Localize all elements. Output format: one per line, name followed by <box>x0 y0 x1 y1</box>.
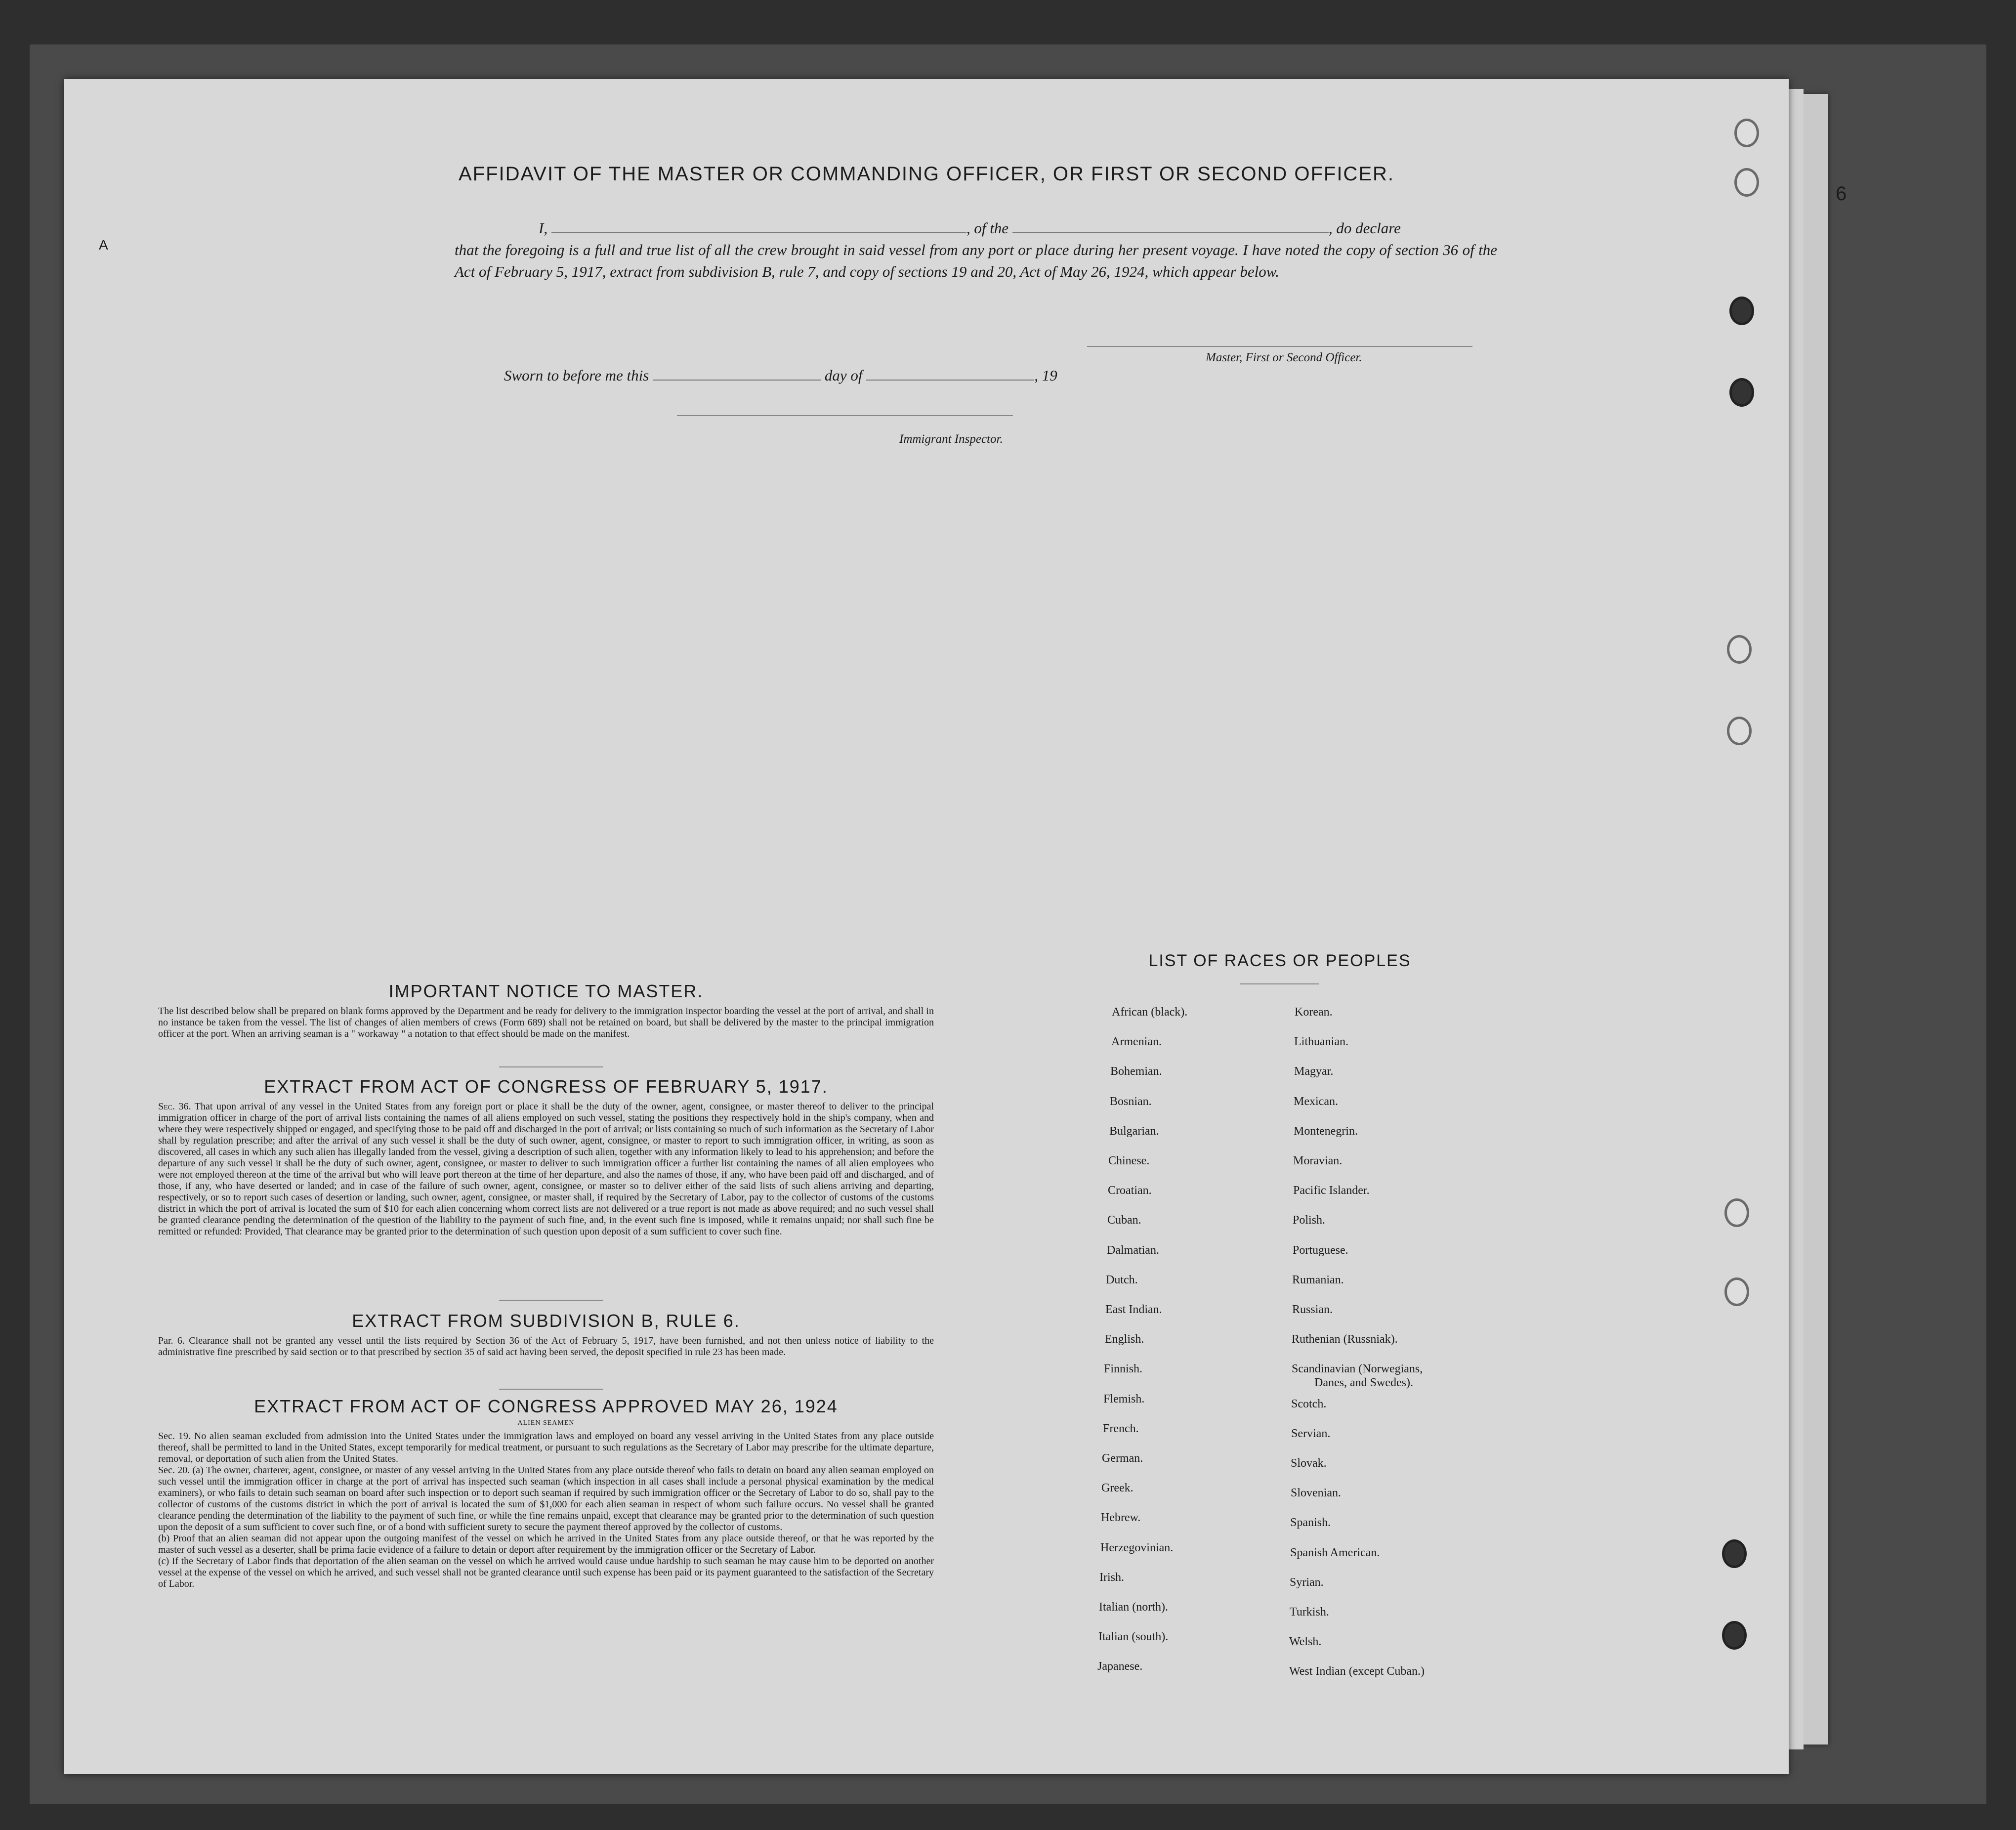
extract-1924-body <box>158 1431 934 1590</box>
divider <box>1240 983 1319 984</box>
punch-hole <box>1734 119 1759 147</box>
extract-1917-title: EXTRACT FROM ACT OF CONGRESS OF FEBRUARY 5, 1917. <box>264 1076 828 1097</box>
sworn-month-blank <box>866 366 1034 381</box>
divider <box>499 1389 603 1390</box>
sworn-year: , 19 <box>1034 367 1057 384</box>
race-item: Scandinavian (Norwegians, <box>1292 1362 1423 1376</box>
race-item: Bulgarian. <box>1109 1124 1159 1138</box>
race-item: Slovenian. <box>1291 1487 1341 1500</box>
extract-1917-body <box>158 1101 934 1237</box>
name-blank <box>551 218 966 233</box>
race-item: Scotch. <box>1291 1397 1327 1410</box>
race-item: Welsh. <box>1289 1635 1322 1649</box>
notice-body: The list described below shall be prepared on blank forms approved by the Department and be ready for delivery to the immigration inspector boarding the vessel at the port of arrival, and shall in no instance be taken from the vessel. The list of changes of alien members of crews (Form 689) shall not be retained on board, but shall be delivered by the master to the principal immigration officer at the port. When an arriving seaman is a " workaway " a notation to that effect should be made on the manifest. <box>158 1006 934 1039</box>
race-item: Turkish. <box>1290 1606 1329 1618</box>
punch-hole <box>1722 1621 1747 1650</box>
sworn-prefix: Sworn to before me this <box>504 367 649 384</box>
left-margin-mark: A <box>99 237 108 253</box>
punch-hole <box>1724 1198 1749 1227</box>
extract-1917-sec-label: Sec. 36. <box>158 1101 191 1112</box>
affidavit-i: I, <box>539 219 548 237</box>
race-item: Pacific Islander. <box>1293 1184 1370 1197</box>
section-19-text: Sec. 19. No alien seaman excluded from admission into the United States under the immigration laws and employed on board any vessel arriving in the United States from any place outside thereof, shall be permitted to land in the United States, except temporarily for medical treatment, or pursuant to such regulations as the Secretary of Labor may prescribe for the ultimate departure, removal, or deportation of such alien from the United States. <box>158 1431 934 1464</box>
extract-rule6-title: EXTRACT FROM SUBDIVISION B, RULE 6. <box>352 1311 740 1331</box>
extract-rule6-body: Par. 6. Clearance shall not be granted any vessel until the lists required by Section 36 of the Act of February 5, 1917, have been furnished, and not then unless notice of liability to the administrative fine prescribed by said section or to that prescribed by section 35 of said act having been served, the deposit specified in rule 23 has been made. <box>158 1335 934 1358</box>
extract-1917-text: That upon arrival of any vessel in the United States from any foreign port or place it shall be the duty of the owner, agent, consignee, or master thereof to deliver to the principal immigration officer in charge of the port of arrival lists containing the names of all aliens employed on such vessel, stating the positions they respectively hold in the ship's company, when and where they were respectively shipped or engaged, and specifying those to be paid off and discharged in the port of arrival; or lists containing so much of such information as the Secretary of Labor shall by regulation prescribe; and after the arrival of any such vessel it shall be the duty of such owner, agent, consignee, or master to report to such immigration officer, in writing, as soon as discovered, all cases in which any such alien has illegally landed from the vessel, giving a description of such alien, together with any information likely to lead to his apprehension; and before the departure of any such vessel it shall be the duty of such owner, agent, consignee, or master to deliver to such immigration officer a further list containing the names of all alien employees who were not employed thereon at the time of the arrival but who will leave port thereon at the time of her departure, and also the names of those, if any, who have been paid off and discharged, and of those, if any, who have deserted or landed; and in case of the failure of such owner, agent, consignee, or master so to deliver either of the said lists of such aliens arriving and departing, respectively, or so to report such cases of desertion or landing, such owner, agent, consignee, or master shall, if required by the Secretary of Labor, pay to the collector of customs of the customs district in which the port of arrival is located the sum of $10 for each alien concerning whom correct lists are not delivered or a true report is not made as above required; and no such vessel shall be granted clearance pending the determination of the question of the liability to the payment of such fine, and, in the event such fine is imposed, while it remains unpaid; nor shall such fine be remitted or refunded: Provided, That clearance may be granted prior to the determination of such question upon deposit of a sum sufficient to cover such fine. <box>158 1101 934 1237</box>
race-item: Japanese. <box>1097 1660 1143 1673</box>
divider <box>499 1300 603 1301</box>
punch-hole <box>1722 1539 1747 1568</box>
race-item: West Indian (except Cuban.) <box>1289 1665 1425 1678</box>
section-20a-text: Sec. 20. (a) The owner, charterer, agent, consignee, or master of any vessel arriving in the United States from any place outside thereof who fails to detain on board any alien seaman employed on such vessel until the immigration officer in charge at the port of arrival has inspected such seaman (which inspection in all cases shall include a personal physical examination by the medical examiners), or who fails to detain such seaman on board after such inspection or to deport such seaman if required by such immigration officer or the Secretary of Labor to do so, shall pay to the collector of customs of the customs district in which the port of arrival is located the sum of $1,000 for each alien seaman in respect of whom such failure occurs. No vessel shall be granted clearance pending the determination of the liability to the payment of such fine, or while the fine remains unpaid, except that clearance may be granted prior to the determination of such question upon the deposit of a sum sufficient to cover such fine, or of a bond with sufficient surety to secure the payment thereof approved by the collector of customs. <box>158 1465 934 1532</box>
race-item: English. <box>1105 1333 1144 1346</box>
race-item: Spanish American. <box>1290 1546 1380 1559</box>
race-item: Finnish. <box>1104 1362 1143 1376</box>
race-item: Dalmatian. <box>1107 1243 1159 1257</box>
race-item: Italian (south). <box>1098 1630 1169 1644</box>
sworn-line <box>504 366 1057 384</box>
race-item: Moravian. <box>1293 1154 1343 1167</box>
race-item: Spanish. <box>1290 1516 1331 1530</box>
race-item: Flemish. <box>1103 1392 1145 1405</box>
master-signature-line <box>1087 346 1472 347</box>
sworn-day-blank <box>653 366 821 381</box>
race-item: Russian. <box>1292 1303 1333 1316</box>
race-item: Armenian. <box>1111 1035 1162 1049</box>
affidavit-declare: , do declare <box>1328 219 1401 237</box>
race-item: Slovak. <box>1291 1457 1327 1470</box>
notice-title: IMPORTANT NOTICE TO MASTER. <box>388 981 704 1001</box>
race-item: East Indian. <box>1105 1303 1162 1316</box>
section-20b-text: (b) Proof that an alien seaman did not appear upon the outgoing manifest of the vessel on which he arrived in the United States from any place outside thereof, or that he was reported by the master of such vessel as a deserter, shall be prima facie evidence of a failure to detain or deport after requirement by the immigration officer or the Secretary of Labor. <box>158 1533 934 1555</box>
race-item: Bosnian. <box>1110 1095 1152 1108</box>
affidavit-page <box>64 79 1789 1774</box>
affidavit-body-text: that the foregoing is a full and true list of all the crew brought in said vessel from any port or place during her present voyage. I have noted the copy of section 36 of the Act of February 5, 1917, extract from subdivision B, rule 7, and copy of sections 19 and 20, Act of May 26, 1924, which appear below. <box>455 241 1497 280</box>
race-item: Servian. <box>1291 1427 1331 1440</box>
race-item: Montenegrin. <box>1294 1124 1358 1138</box>
punch-hole <box>1724 1277 1749 1306</box>
divider <box>499 1066 603 1067</box>
race-item: Rumanian. <box>1292 1273 1344 1286</box>
race-item: Hebrew. <box>1101 1511 1141 1525</box>
punch-hole <box>1727 635 1752 664</box>
extract-1924-subtitle: ALIEN SEAMEN <box>517 1419 575 1427</box>
punch-hole <box>1729 297 1754 325</box>
race-item: Irish. <box>1099 1571 1124 1584</box>
race-item: Ruthenian (Russniak). <box>1292 1333 1398 1346</box>
race-item: German. <box>1102 1452 1143 1465</box>
section-20c-text: (c) If the Secretary of Labor finds that deportation of the alien seaman on the vessel on which he arrived would cause undue hardship to such seaman he may cause him to be deported on another vessel at the expense of the vessel on which he arrived, and such vessel shall not be granted clearance until such expense has been paid or its payment guaranteed to the satisfaction of the Secretary of Labor. <box>158 1556 934 1589</box>
race-item: African (black). <box>1112 1006 1188 1019</box>
sworn-day-of: day of <box>824 367 863 384</box>
race-item: Dutch. <box>1106 1273 1138 1286</box>
race-item: Portuguese. <box>1293 1243 1348 1257</box>
master-label: Master, First or Second Officer. <box>1206 351 1362 364</box>
race-item: Lithuanian. <box>1294 1035 1348 1049</box>
race-item: French. <box>1103 1422 1139 1435</box>
race-item: Croatian. <box>1108 1184 1152 1197</box>
affidavit-of-the: , of the <box>966 219 1009 237</box>
race-item: Bohemian. <box>1110 1065 1162 1078</box>
race-item: Chinese. <box>1108 1154 1150 1167</box>
race-item: Italian (north). <box>1099 1601 1168 1614</box>
page-number-mark: 6 <box>1836 183 1847 205</box>
races-title: LIST OF RACES OR PEOPLES <box>1148 951 1411 970</box>
inspector-signature-line <box>677 415 1013 416</box>
race-item: Greek. <box>1101 1482 1134 1495</box>
vessel-blank <box>1012 218 1329 233</box>
race-item: Syrian. <box>1290 1575 1324 1589</box>
extract-1924-title: EXTRACT FROM ACT OF CONGRESS APPROVED MAY 26, 1924 <box>254 1396 838 1416</box>
race-item: Cuban. <box>1107 1214 1141 1227</box>
affidavit-title: AFFIDAVIT OF THE MASTER OR COMMANDING OFFICER, OR FIRST OR SECOND OFFICER. <box>459 163 1394 185</box>
race-item: Polish. <box>1293 1214 1326 1227</box>
race-item: Herzegovinian. <box>1100 1541 1174 1554</box>
race-item: Korean. <box>1295 1006 1333 1019</box>
affidavit-text <box>455 217 1497 283</box>
punch-hole <box>1727 717 1752 745</box>
race-item: Mexican. <box>1294 1095 1338 1108</box>
inspector-label: Immigrant Inspector. <box>899 432 1003 446</box>
punch-hole <box>1729 378 1754 407</box>
race-item: Magyar. <box>1294 1065 1334 1078</box>
race-item: Danes, and Swedes). <box>1314 1376 1413 1390</box>
